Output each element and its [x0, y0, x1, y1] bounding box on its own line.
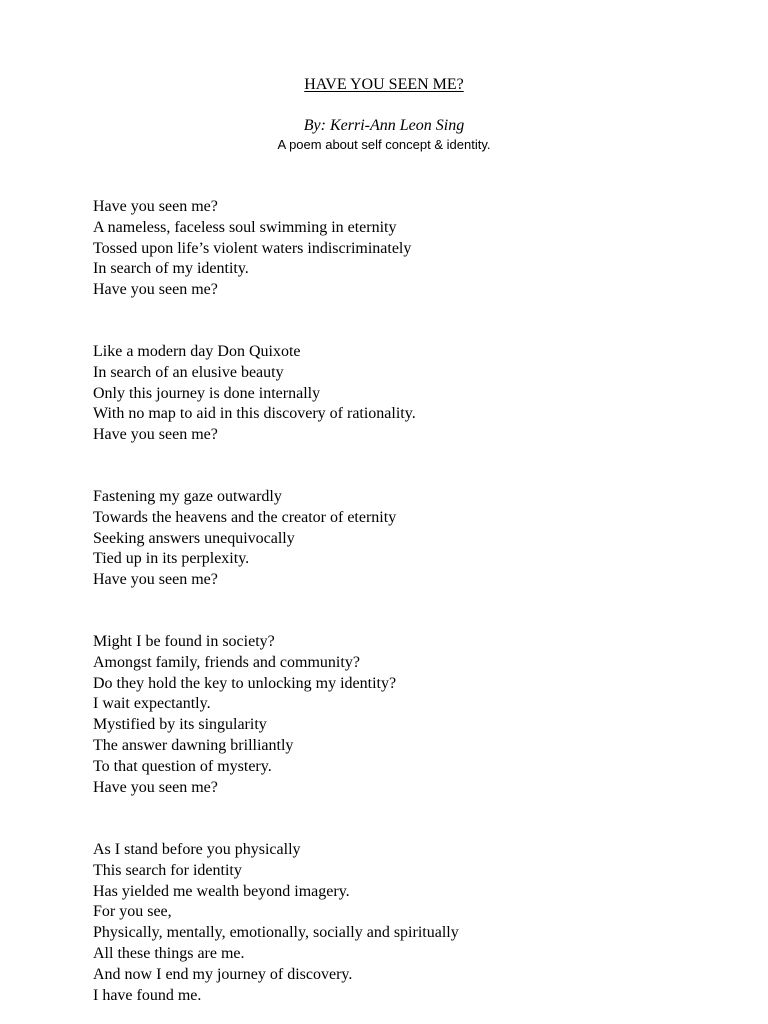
poem-line: Have you seen me?	[93, 426, 218, 444]
poem-line: Tied up in its perplexity.	[93, 550, 250, 568]
poem-line: In search of my identity.	[93, 260, 249, 278]
poem-author: By: Kerri-Ann Leon Sing	[303, 117, 465, 134]
poem-line: And now I end my journey of discovery.	[93, 965, 353, 983]
poem-line: The answer dawning brilliantly	[93, 736, 294, 754]
poem-line: Might I be found in society?	[93, 633, 275, 650]
poem-line: Fastening my gaze outwardly	[93, 488, 282, 505]
poem-line: Like a modern day Don Quixote	[93, 343, 301, 360]
poem-line: Amongst family, friends and community?	[93, 653, 360, 671]
poem-line: In search of an elusive beauty	[93, 363, 284, 381]
stanza-1	[93, 197, 733, 301]
poem-line: Seeking answers unequivocally	[93, 529, 295, 547]
poem-line: Has yielded me wealth beyond imagery.	[93, 882, 350, 900]
poem-line: I wait expectantly.	[93, 695, 211, 713]
stanza-5	[93, 840, 733, 1006]
poem-line: Have you seen me?	[93, 778, 218, 796]
poem-line: Have you seen me?	[93, 281, 218, 299]
poem-subtitle: A poem about self concept & identity.	[277, 137, 491, 152]
stanza-2	[93, 342, 733, 446]
poem-line: Physically, mentally, emotionally, socially and spiritually	[93, 924, 459, 942]
poem-line: With no map to aid in this discovery of rationality.	[93, 405, 416, 423]
poem-line: Towards the heavens and the creator of eternity	[93, 508, 397, 526]
poem-line: A nameless, faceless soul swimming in eternity	[93, 218, 397, 236]
poem-line: Tossed upon life’s violent waters indiscriminately	[93, 239, 412, 257]
poem-line: I have found me.	[93, 986, 202, 1004]
stanza-4	[93, 632, 733, 798]
poem-line: For you see,	[93, 903, 172, 921]
poem-line: All these things are me.	[93, 944, 245, 962]
poem-line: To that question of mystery.	[93, 757, 272, 775]
poem-line: Have you seen me?	[93, 571, 218, 589]
poem-line: This search for identity	[93, 861, 242, 879]
poem-title: HAVE YOU SEEN ME?	[304, 76, 464, 93]
poem-line: Only this journey is done internally	[93, 384, 321, 402]
poem-line: As I stand before you physically	[93, 841, 301, 858]
poem-line: Mystified by its singularity	[93, 716, 267, 734]
stanza-3	[93, 487, 733, 591]
poem-line: Have you seen me?	[93, 198, 218, 215]
poem-line: Do they hold the key to unlocking my identity?	[93, 674, 397, 692]
